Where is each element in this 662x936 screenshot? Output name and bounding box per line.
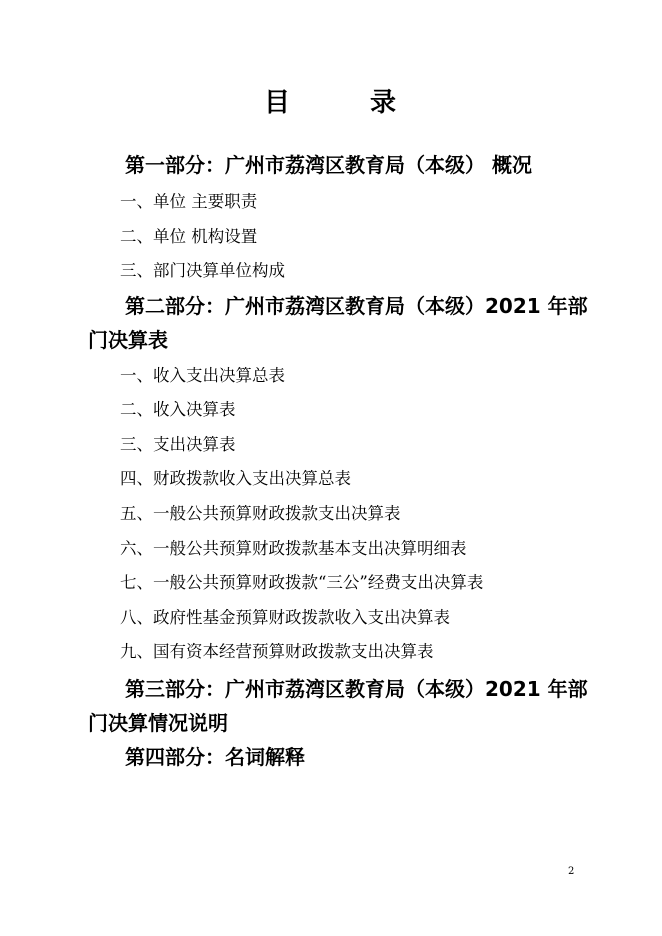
toc-title	[0, 82, 662, 119]
toc-item: 一、单位 主要职责	[120, 192, 258, 211]
toc-part-2	[88, 289, 588, 357]
toc-part-3-heading-line-2: 门决算情况说明	[88, 711, 228, 735]
page-number: 2	[568, 866, 575, 877]
toc-part-4	[88, 740, 578, 774]
toc-part-3-heading-line-1: 第三部分：广州市荔湾区教育局（本级）2021 年部	[125, 677, 588, 701]
toc-part-2-heading-line-2: 门决算表	[88, 328, 168, 352]
toc-item: 三、支出决算表	[120, 435, 236, 454]
toc-part-1-heading: 第一部分：广州市荔湾区教育局（本级） 概况	[125, 153, 532, 177]
toc-item: 二、单位 机构设置	[120, 227, 258, 246]
toc-item: 七、一般公共预算财政拨款“三公”经费支出决算表	[120, 573, 484, 592]
toc-item: 九、国有资本经营预算财政拨款支出决算表	[120, 642, 434, 661]
toc-item: 五、一般公共预算财政拨款支出决算表	[120, 504, 401, 523]
toc-part-1	[88, 148, 578, 182]
toc-item: 六、一般公共预算财政拨款基本支出决算明细表	[120, 539, 467, 558]
toc-item: 四、财政拨款收入支出决算总表	[120, 469, 351, 488]
toc-title-char-1: 目	[263, 88, 292, 118]
toc-item: 三、部门决算单位构成	[120, 261, 285, 280]
toc-title-char-2: 录	[370, 88, 399, 118]
toc-item: 一、收入支出决算总表	[120, 366, 285, 385]
toc-part-2-heading-line-1: 第二部分：广州市荔湾区教育局（本级）2021 年部	[125, 294, 588, 318]
toc-part-4-heading: 第四部分：名词解释	[125, 745, 305, 769]
toc-part-3	[88, 672, 588, 740]
toc-item: 八、政府性基金预算财政拨款收入支出决算表	[120, 608, 450, 627]
toc-item: 二、收入决算表	[120, 400, 236, 419]
